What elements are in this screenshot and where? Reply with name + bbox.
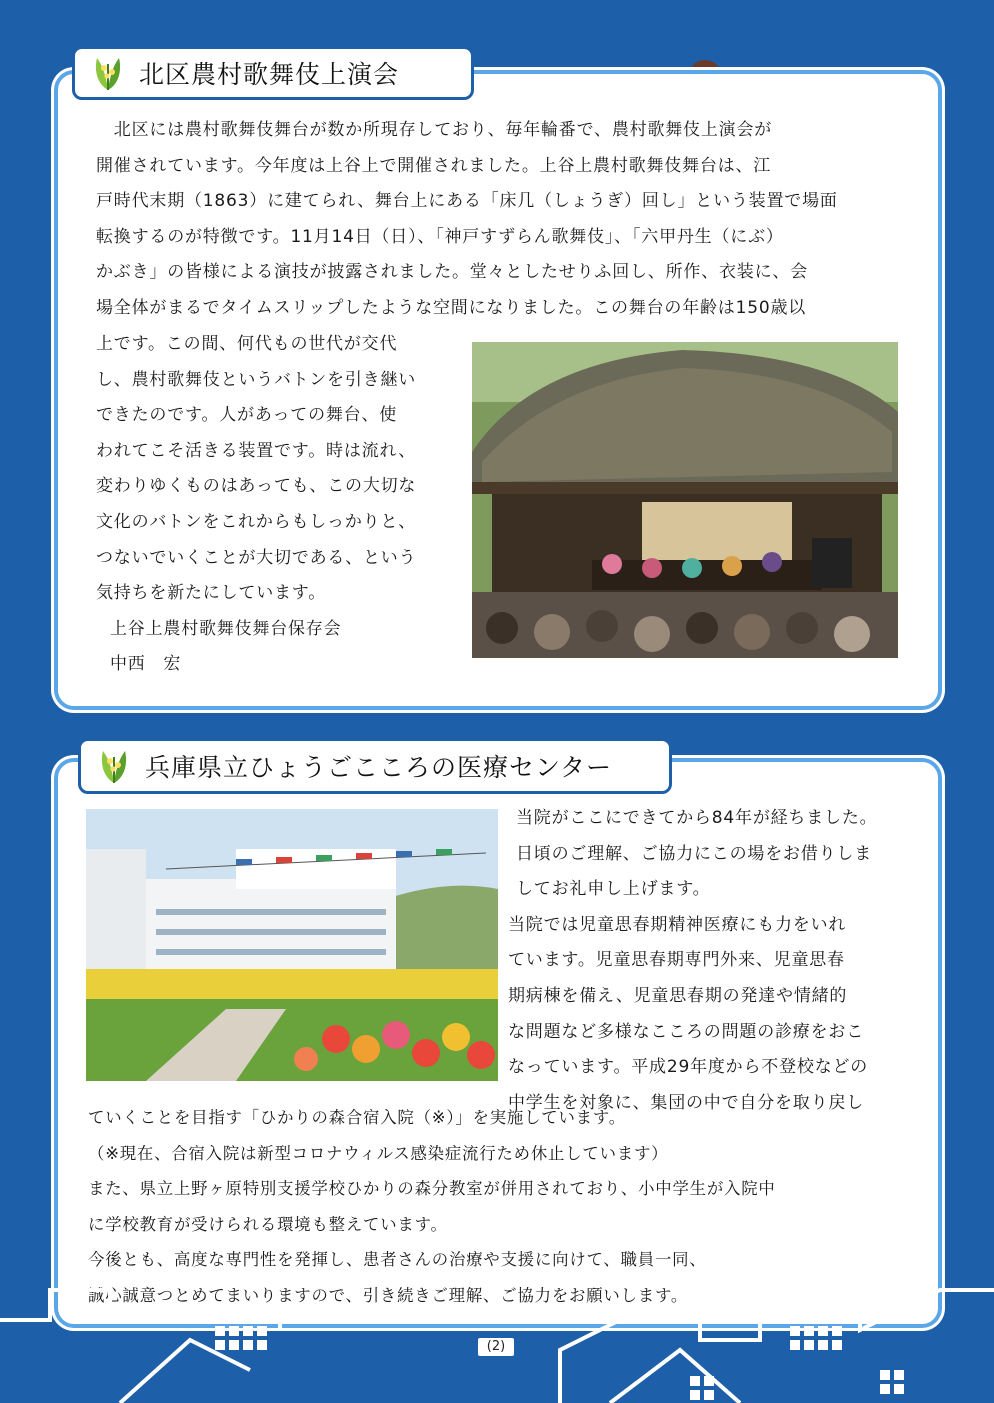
text-line: 戸時代末期（1863）に建てられ、舞台上にある「床几（しょうぎ）回し」という装置で場面 (96, 191, 838, 212)
text-line: 気持ちを新たにしています。 (96, 583, 327, 604)
text-line: 誠心誠意つとめてまいりますので、引き続きご理解、ご協力をお願いします。 (88, 1285, 689, 1305)
section1-title: 北区農村歌舞伎上演会 (139, 60, 400, 89)
section1-intro-text (96, 113, 838, 327)
text-line: （※現在、合宿入院は新型コロナウィルス感染症流行ため休止しています） (88, 1143, 669, 1163)
text-line: 上です。この間、何代もの世代が交代 (96, 334, 398, 354)
text-line: ています。児童思春期専門外来、児童思春 (508, 950, 845, 971)
text-line: に学校教育が受けられる環境も整えています。 (88, 1214, 448, 1234)
kabuki-stage-photo (472, 342, 898, 658)
section2-side-text (508, 801, 878, 1121)
lily-of-the-valley-icon (97, 747, 131, 785)
text-line: 当院がここにできてから84年が経ちました。 (516, 808, 878, 828)
section2-title-tab (78, 738, 672, 794)
section1-title-tab (72, 46, 474, 100)
text-line: し、農村歌舞伎というバトンを引き継い (96, 369, 417, 390)
text-line: 変わりゆくものはあっても、この大切な (96, 476, 417, 497)
text-line: つないでいくことが大切である、という (96, 547, 417, 568)
text-line: 文化のバトンをこれからもしっかりと、 (96, 511, 417, 532)
section2-title: 兵庫県立ひょうごこころの医療センター (145, 753, 613, 782)
page-number: (2) (478, 1338, 514, 1356)
text-line: 場全体がまるでタイムスリップしたような空間になりました。この舞台の年齢は150歳以 (96, 297, 807, 318)
organization-name: 上谷上農村歌舞伎舞台保存会 (110, 618, 342, 639)
text-line: また、県立上野ヶ原特別支援学校ひかりの森分教室が併用されており、小中学生が入院中 (88, 1179, 776, 1199)
text-line: 中学生を対象に、集団の中で自分を取り戻し (508, 1092, 864, 1113)
hospital-building-photo (86, 809, 498, 1081)
text-line: なっています。平成29年度から不登校などの (508, 1057, 869, 1078)
text-line: 今後とも、高度な専門性を発揮し、患者さんの治療や支援に向けて、職員一同、 (88, 1250, 707, 1270)
text-line: 開催されています。今年度は上谷上で開催されました。上谷上農村歌舞伎舞台は、江 (96, 155, 772, 176)
text-line: 転換するのが特徴です。11月14日（日）、「神戸すずらん歌舞伎」、「六甲丹生（にぶ） (96, 226, 784, 247)
text-line: 当院では児童思春期精神医療にも力をいれ (508, 914, 847, 935)
text-line: 北区には農村歌舞伎舞台が数か所現存しており、毎年輪番で、農村歌舞伎上演会が (96, 120, 773, 140)
text-line: な問題など多様なこころの問題の診療をおこ (508, 1021, 864, 1042)
text-line: 日頃のご理解、ご協力にこの場をお借りしま (516, 843, 872, 864)
lily-of-the-valley-icon (91, 54, 125, 92)
text-line: 期病棟を備え、児童思春期の発達や情緒的 (508, 985, 848, 1006)
text-line: してお礼申し上げます。 (516, 879, 711, 900)
text-line: ていくことを目指す「ひかりの森合宿入院（※）」を実施しています。 (88, 1108, 626, 1127)
section1-side-text (96, 327, 416, 683)
text-line: できたのです。人があっての舞台、使 (96, 405, 398, 426)
author-name: 中西 宏 (110, 654, 182, 675)
text-line: われてこそ活きる装置です。時は流れ、 (96, 440, 417, 461)
text-line: かぶき」の皆様による演技が披露されました。堂々としたせりふ回し、所作、衣装に、会 (96, 262, 808, 283)
